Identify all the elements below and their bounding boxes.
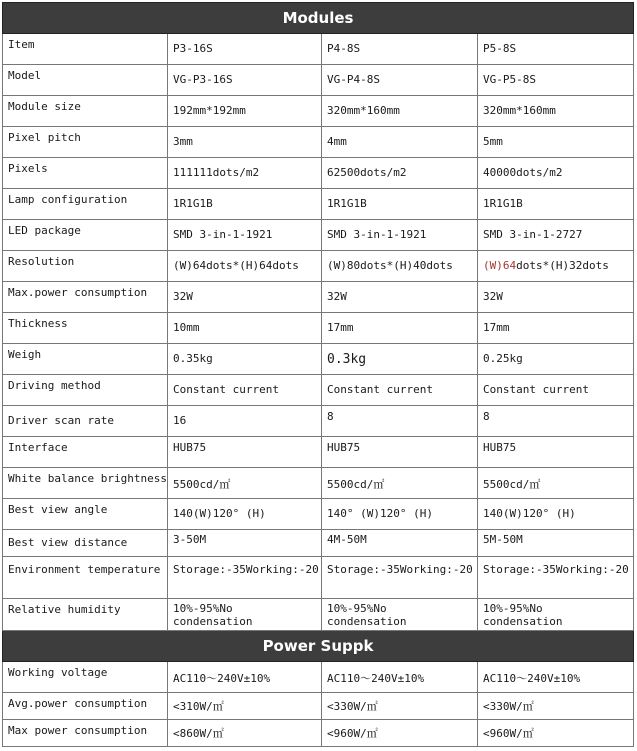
- row-label: Thickness: [3, 313, 168, 344]
- row-label: Pixel pitch: [3, 127, 168, 158]
- value-p4: 4M-50M: [322, 530, 478, 557]
- value-p4: 4mm: [322, 127, 478, 158]
- spec-row-resolution: [3, 251, 634, 282]
- value-p3: 111111dots/m2: [168, 158, 322, 189]
- row-label: Interface: [3, 437, 168, 468]
- value-p3: <860W/㎡: [168, 720, 322, 747]
- value-p4: HUB75: [322, 437, 478, 468]
- value-p4: P4-8S: [322, 34, 478, 65]
- value-p5: 0.25kg: [478, 344, 634, 375]
- spec-row-thickness: [3, 313, 634, 344]
- value-p4: 32W: [322, 282, 478, 313]
- value-p5: 140(W)120° (H): [478, 499, 634, 530]
- power-row-working-voltage: [3, 662, 634, 693]
- spec-row-lamp-configuration: [3, 189, 634, 220]
- value-p5: HUB75: [478, 437, 634, 468]
- value-p5: SMD 3-in-1-2727: [478, 220, 634, 251]
- resolution-width-highlight: (W)64: [483, 259, 517, 272]
- value-p4: <330W/㎡: [322, 693, 478, 720]
- spec-row-led-package: [3, 220, 634, 251]
- value-p4: 140° (W)120° (H): [322, 499, 478, 530]
- value-p5: 1R1G1B: [478, 189, 634, 220]
- row-label: Resolution: [3, 251, 168, 282]
- spec-row-module-size: [3, 96, 634, 127]
- power-title: Power Suppk: [3, 631, 634, 662]
- value-p4: 62500dots/m2: [322, 158, 478, 189]
- value-p3: 16: [168, 406, 322, 437]
- row-label: Working voltage: [3, 662, 168, 693]
- row-label: Module size: [3, 96, 168, 127]
- value-p3: SMD 3-in-1-1921: [168, 220, 322, 251]
- spec-table: [2, 2, 634, 747]
- value-p4: 1R1G1B: [322, 189, 478, 220]
- row-label: Pixels: [3, 158, 168, 189]
- value-p3: HUB75: [168, 437, 322, 468]
- row-label: Model: [3, 65, 168, 96]
- row-label: Environment temperature: [3, 557, 168, 599]
- value-p5: P5-8S: [478, 34, 634, 65]
- value-p3: 1R1G1B: [168, 189, 322, 220]
- value-p5: <330W/㎡: [478, 693, 634, 720]
- value-p5: 5500cd/㎡: [478, 468, 634, 499]
- value-p5: VG-P5-8S: [478, 65, 634, 96]
- value-p4: Storage:-35Working:-20: [322, 557, 478, 599]
- value-p5: 40000dots/m2: [478, 158, 634, 189]
- spec-row-pixels: [3, 158, 634, 189]
- value-p5: 5mm: [478, 127, 634, 158]
- value-p5: 17mm: [478, 313, 634, 344]
- value-p5: 32W: [478, 282, 634, 313]
- value-p3: 32W: [168, 282, 322, 313]
- value-p4: 0.3kg: [322, 344, 478, 375]
- spec-row-max-power: [3, 282, 634, 313]
- value-p4: (W)80dots*(H)40dots: [322, 251, 478, 282]
- value-p5: [478, 251, 634, 282]
- resolution-rest: dots*(H)32dots: [516, 259, 609, 272]
- modules-section-header: [3, 3, 634, 34]
- value-p3: VG-P3-16S: [168, 65, 322, 96]
- value-p3: 3mm: [168, 127, 322, 158]
- value-p3: 10mm: [168, 313, 322, 344]
- value-p4: 17mm: [322, 313, 478, 344]
- row-label: Max.power consumption: [3, 282, 168, 313]
- value-p5: 10%-95%No condensation: [478, 599, 634, 631]
- value-p3: 140(W)120° (H): [168, 499, 322, 530]
- spec-row-environment-temperature: [3, 557, 634, 599]
- value-p5: Constant current: [478, 375, 634, 406]
- value-p3: 192mm*192mm: [168, 96, 322, 127]
- modules-title: Modules: [3, 3, 634, 34]
- row-label: Driver scan rate: [3, 406, 168, 437]
- value-p5: AC110～240V±10%: [478, 662, 634, 693]
- value-p4: AC110～240V±10%: [322, 662, 478, 693]
- spec-row-weigh: [3, 344, 634, 375]
- value-p4: VG-P4-8S: [322, 65, 478, 96]
- value-p3: 3-50M: [168, 530, 322, 557]
- value-p5: <960W/㎡: [478, 720, 634, 747]
- value-p3: (W)64dots*(H)64dots: [168, 251, 322, 282]
- value-p3: 10%-95%No condensation: [168, 599, 322, 631]
- row-label: LED package: [3, 220, 168, 251]
- row-label: Max power consumption: [3, 720, 168, 747]
- value-p3: P3-16S: [168, 34, 322, 65]
- value-p3: Storage:-35Working:-20: [168, 557, 322, 599]
- value-p3: AC110～240V±10%: [168, 662, 322, 693]
- value-p5: 320mm*160mm: [478, 96, 634, 127]
- row-label: Relative humidity: [3, 599, 168, 631]
- spec-row-relative-humidity: [3, 599, 634, 631]
- power-row-max-consumption: [3, 720, 634, 747]
- row-label: Driving method: [3, 375, 168, 406]
- value-p3: 5500cd/㎡: [168, 468, 322, 499]
- row-label: Item: [3, 34, 168, 65]
- value-p5: 5M-50M: [478, 530, 634, 557]
- value-p5: 8: [478, 406, 634, 437]
- row-label: Lamp configuration: [3, 189, 168, 220]
- power-section-header: [3, 631, 634, 662]
- value-p4: 5500cd/㎡: [322, 468, 478, 499]
- row-label: Best view distance: [3, 530, 168, 557]
- value-p4: Constant current: [322, 375, 478, 406]
- value-p4: SMD 3-in-1-1921: [322, 220, 478, 251]
- row-label: Avg.power consumption: [3, 693, 168, 720]
- value-p4: 320mm*160mm: [322, 96, 478, 127]
- value-p3: Constant current: [168, 375, 322, 406]
- value-p5: Storage:-35Working:-20: [478, 557, 634, 599]
- spec-row-interface: [3, 437, 634, 468]
- power-row-avg-consumption: [3, 693, 634, 720]
- spec-row-pixel-pitch: [3, 127, 634, 158]
- value-p4: 8: [322, 406, 478, 437]
- value-p4: 10%-95%No condensation: [322, 599, 478, 631]
- spec-row-driver-scan-rate: [3, 406, 634, 437]
- spec-row-model: [3, 65, 634, 96]
- spec-row-view-distance: [3, 530, 634, 557]
- row-label: White balance brightness: [3, 468, 168, 499]
- spec-row-driving-method: [3, 375, 634, 406]
- value-p4: <960W/㎡: [322, 720, 478, 747]
- row-label: Best view angle: [3, 499, 168, 530]
- spec-row-white-balance: [3, 468, 634, 499]
- spec-row-item: [3, 34, 634, 65]
- value-p3: 0.35kg: [168, 344, 322, 375]
- value-p3: <310W/㎡: [168, 693, 322, 720]
- row-label: Weigh: [3, 344, 168, 375]
- spec-row-view-angle: [3, 499, 634, 530]
